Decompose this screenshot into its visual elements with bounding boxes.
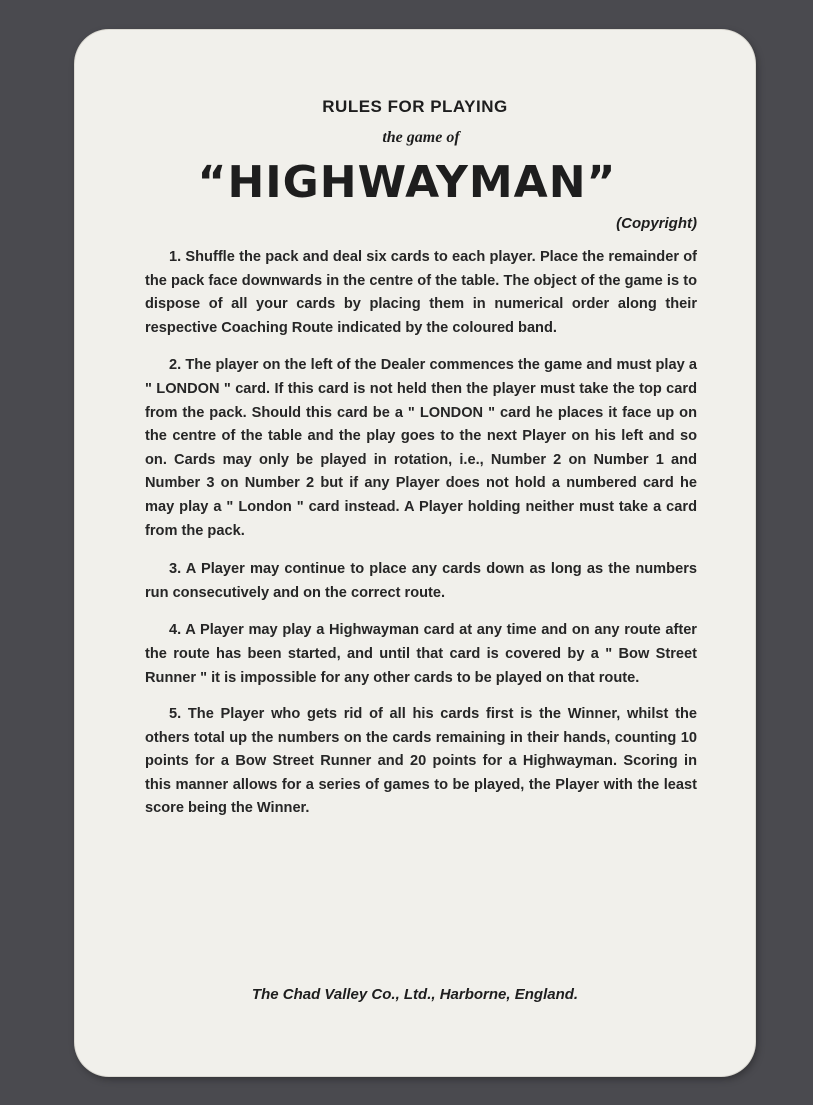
rules-list: [145, 246, 697, 821]
rule-4: 4. A Player may play a Highwayman card at any time and on any route after the route has been started, and until that card is covered by a " Bow Street Runner " it is impossible for any other cards to be played on that route.: [145, 622, 697, 686]
rules-heading: RULES FOR PLAYING: [322, 97, 508, 116]
publisher-footer: The Chad Valley Co., Ltd., Harborne, England.: [251, 986, 579, 1003]
rule-2: 2. The player on the left of the Dealer commences the game and must play a " LONDON " card. If this card is not held then the player must take the top card from the pack. Should this card be a " LONDON " card he places it face up on the centre of the table and the play goes to the next Player on his left and so on. Cards may only be played in rotation, i.e., Number 2 on Number 1 and Number 3 on Number 2 but if any Player does not hold a numbered card he may play a " London " card instead. A Player holding neither must take a card from the pack.: [145, 357, 697, 539]
rule-5: 5. The Player who gets rid of all his cards first is the Winner, whilst the others total up the numbers on the cards remaining in their hands, counting 10 points for a Bow Street Runner and 20 points for a Highwayman. Scoring in this manner allows for a series of games to be played, the Player with the least score being the Winner.: [145, 706, 697, 817]
copyright-notice: (Copyright): [616, 215, 697, 232]
rule-1: 1. Shuffle the pack and deal six cards to each player. Place the remainder of the pack face downwards in the centre of the table. The object of the game is to dispose of all your cards by placing them in numerical order along their respective Coaching Route indicated by the coloured band.: [145, 249, 697, 336]
game-title: “HIGHWAYMAN”: [197, 157, 617, 208]
rule-3: 3. A Player may continue to place any cards down as long as the numbers run consecutively and on the correct route.: [145, 561, 697, 601]
subheading: the game of: [382, 129, 460, 146]
rules-card: [75, 30, 755, 1076]
